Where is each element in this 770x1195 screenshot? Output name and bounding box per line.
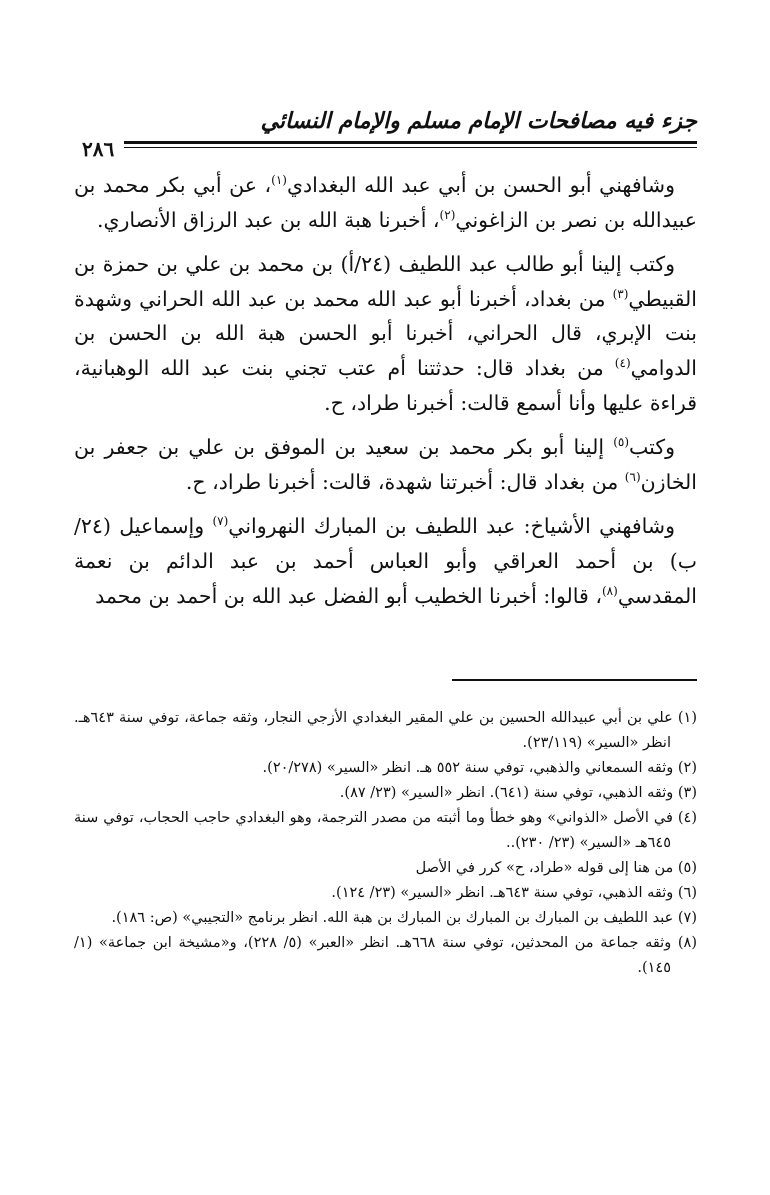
footnote-marker: (٥) xyxy=(613,435,630,450)
footnote: (٧) عبد اللطيف بن المبارك بن المبارك بن المبارك بن هبة الله. انظر برنامج «التجيبي» (ص: ١٨٦). xyxy=(111,910,697,926)
footnote-marker: (٣) xyxy=(612,286,629,301)
text-run: من بغداد، أخبرنا أبو عبد الله محمد بن عبد الله الحراني وشهدة بنت الإبري، قال الحراني، أخبرنا أبو الحسن هبة الله بن الحسن بن الدوامي xyxy=(74,286,697,380)
footnote-marker: (٢) xyxy=(439,207,456,222)
footnote: (٥) من هنا إلى قوله «طراد، ح» كرر في الأصل xyxy=(415,860,697,876)
header-rule-thin xyxy=(72,147,697,148)
header-rule xyxy=(72,141,697,144)
text-run: من بغداد قال: حدثتنا أم عتب تجني بنت عبد الله الوهبانية، قراءة عليها وأنا أسمع قالت: أخبرنا طراد، ح. xyxy=(74,355,697,415)
text-run: ، عن أبي بكر محمد بن عبيدالله بن نصر بن الزاغوني xyxy=(74,173,697,232)
text-run: من بغداد قال: أخبرتنا شهدة، قالت: أخبرنا طراد، ح. xyxy=(185,469,625,494)
paragraph xyxy=(74,168,697,237)
header-title: جزء فيه مصافحات الإمام مسلم والإمام النسائي xyxy=(260,108,697,134)
text-run: ، أخبرنا هبة الله بن عبد الرزاق الأنصاري. xyxy=(96,207,440,232)
footnote-marker: (٧) xyxy=(212,514,229,529)
paragraph xyxy=(74,509,697,613)
text-run: وكتب إلينا أبو طالب عبد اللطيف (٢٤/أ) بن محمد بن علي بن حمزة بن القبيطي xyxy=(74,252,697,311)
footnote: (٢) وثقه السمعاني والذهبي، توفي سنة ٥٥٢ هـ. انظر «السير» (٢٠/٢٧٨). xyxy=(262,760,697,776)
page-number: ٢٨٦ xyxy=(72,136,124,162)
text-run: وشافهني الأشياخ: عبد اللطيف بن المبارك النهرواني xyxy=(228,514,675,539)
footnote-separator xyxy=(452,679,697,681)
text-run: وإسماعيل (٢٤/ب) بن أحمد العراقي وأبو العباس أحمد بن عبد الدائم بن نعمة المقدسي xyxy=(74,514,697,608)
text-run: وكتب xyxy=(629,435,675,460)
text-run: إلينا أبو بكر محمد بن سعيد بن الموفق بن علي بن جعفر بن الخازن xyxy=(74,435,697,494)
paragraph xyxy=(74,247,697,420)
running-header xyxy=(72,108,697,161)
footnote: (١) علي بن أبي عبيدالله الحسين بن علي المقير البغدادي الأزجي النجار، وثقه جماعة، توفي سنة ٦٤٣هـ. انظر «السير» (٢٣/١١٩). xyxy=(74,710,697,751)
main-text xyxy=(74,168,697,623)
footnote-marker: (٨) xyxy=(601,583,618,598)
footnote-marker: (٦) xyxy=(624,469,641,484)
footnote-marker: (٤) xyxy=(614,356,631,371)
footnote: (٨) وثقه جماعة من المحدثين، توفي سنة ٦٦٨هـ. انظر «العبر» (٥/ ٢٢٨)، و«مشيخة ابن جماعة» (١/ ١٤٥). xyxy=(74,935,697,976)
text-run: ، قالوا: أخبرنا الخطيب أبو الفضل عبد الله بن أحمد بن محمد xyxy=(95,583,602,608)
paragraph xyxy=(74,430,697,499)
footnote-marker: (١) xyxy=(271,173,287,188)
footnote: (٦) وثقه الذهبي، توفي سنة ٦٤٣هـ. انظر «السير» (٢٣/ ١٢٤). xyxy=(331,885,697,901)
footnotes xyxy=(74,706,697,981)
footnote: (٣) وثقه الذهبي، توفي سنة (٦٤١). انظر «السير» (٢٣/ ٨٧). xyxy=(339,785,697,801)
text-run: وشافهني أبو الحسن بن أبي عبد الله البغدادي xyxy=(286,173,675,197)
footnote: (٤) في الأصل «الذواني» وهو خطأ وما أثبته من مصدر الترجمة، وهو البغدادي حاجب الحجاب، توفي سنة ٦٤٥هـ «السير» (٢٣/ ٢٣٠).. xyxy=(74,810,697,851)
